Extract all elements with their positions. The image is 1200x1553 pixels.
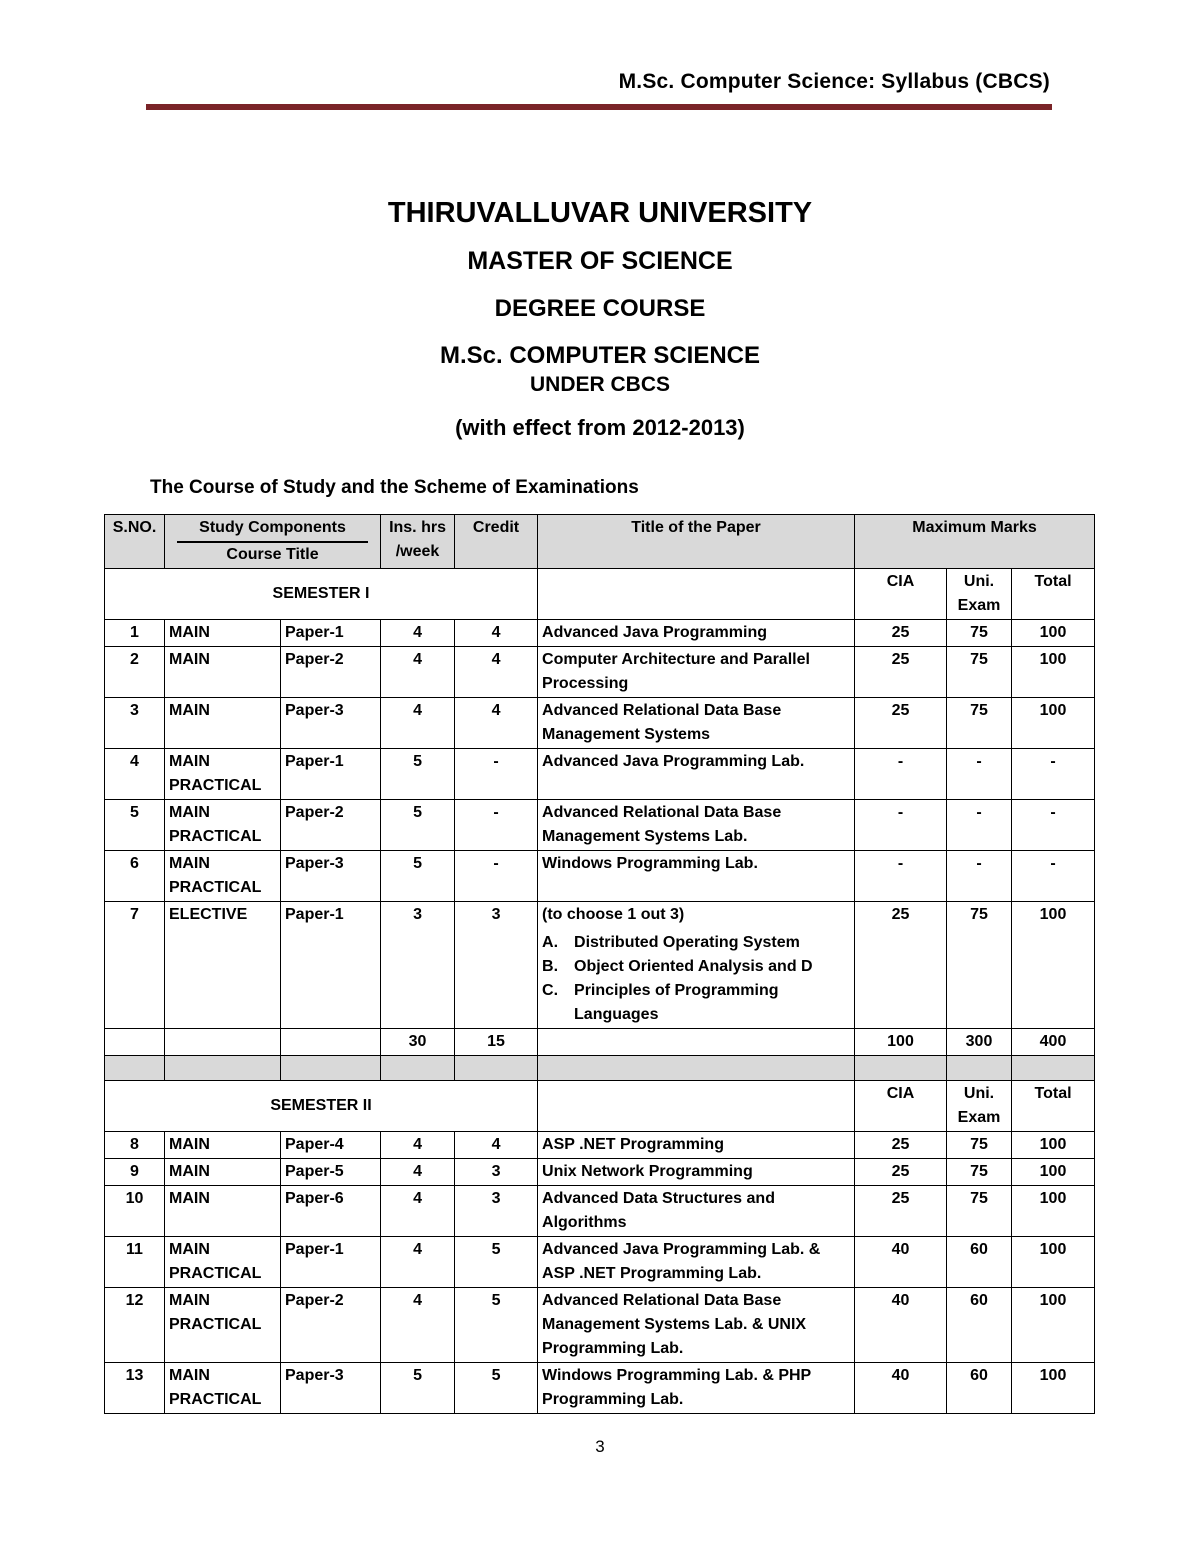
degree-title: MASTER OF SCIENCE [467, 247, 733, 275]
table-row [105, 800, 1095, 851]
blank-cell [165, 1029, 281, 1056]
component: MAIN [165, 698, 281, 749]
uni-exam-marks: 75 [947, 902, 1012, 1029]
semester-label: SEMESTER II [105, 1081, 538, 1132]
serial-number: 10 [105, 1186, 165, 1237]
component: MAIN PRACTICAL [165, 1363, 281, 1414]
page-number: 3 [595, 1437, 605, 1456]
grand-total: 400 [1012, 1029, 1095, 1056]
uni-exam-marks: 60 [947, 1363, 1012, 1414]
course-title: DEGREE COURSE [494, 295, 706, 322]
serial-number: 8 [105, 1132, 165, 1159]
blank-cell [538, 1029, 855, 1056]
paper-number: Paper-4 [281, 1132, 381, 1159]
paper-title: Advanced Java Programming Lab. [538, 749, 855, 800]
cia-marks: - [855, 851, 947, 902]
serial-number: 2 [105, 647, 165, 698]
uni-exam-marks: 75 [947, 1132, 1012, 1159]
serial-number: 5 [105, 800, 165, 851]
credit: 3 [455, 902, 538, 1029]
uni-exam-marks: 75 [947, 1159, 1012, 1186]
table-row [105, 1363, 1095, 1414]
university-title: THIRUVALLUVAR UNIVERSITY [387, 197, 813, 229]
total-marks: 100 [1012, 620, 1095, 647]
spacer-cell [281, 1056, 381, 1081]
uni-exam-header: Uni. Exam [947, 569, 1012, 620]
option-letter: C. [542, 982, 559, 999]
credit: 3 [455, 1159, 538, 1186]
blank-cell [538, 1081, 855, 1132]
uni-exam-header: Uni. Exam [947, 1081, 1012, 1132]
running-header: M.Sc. Computer Science: Syllabus (CBCS) [618, 70, 1050, 93]
credit: 4 [455, 647, 538, 698]
uni-exam-marks: 60 [947, 1288, 1012, 1363]
total-uni-exam: 300 [947, 1029, 1012, 1056]
total-marks: 100 [1012, 1186, 1095, 1237]
effect-title: (with effect from 2012-2013) [455, 415, 745, 440]
serial-number: 1 [105, 620, 165, 647]
component: ELECTIVE [165, 902, 281, 1029]
semester-header-row [105, 569, 1095, 620]
table-row [105, 1186, 1095, 1237]
credit: - [455, 851, 538, 902]
elective-instruction: (to choose 1 out 3) [542, 906, 685, 923]
component: MAIN PRACTICAL [165, 1288, 281, 1363]
uni-exam-marks: - [947, 800, 1012, 851]
spacer-cell [855, 1056, 947, 1081]
serial-number: 9 [105, 1159, 165, 1186]
cia-header: CIA [855, 1081, 947, 1132]
serial-number: 3 [105, 698, 165, 749]
semester-label: SEMESTER I [105, 569, 538, 620]
ins-hours: 4 [381, 1288, 455, 1363]
credit: 5 [455, 1237, 538, 1288]
paper-number: Paper-1 [281, 749, 381, 800]
paper-number: Paper-3 [281, 1363, 381, 1414]
paper-number: Paper-3 [281, 698, 381, 749]
spacer-cell [1012, 1056, 1095, 1081]
credit: - [455, 800, 538, 851]
paper-title: ASP .NET Programming [538, 1132, 855, 1159]
total-marks: 100 [1012, 698, 1095, 749]
cia-marks: 25 [855, 620, 947, 647]
scheme-title: UNDER CBCS [529, 373, 670, 396]
total-marks: 100 [1012, 1237, 1095, 1288]
table-row [105, 851, 1095, 902]
table-row [105, 1159, 1095, 1186]
ins-hours: 4 [381, 1186, 455, 1237]
uni-exam-marks: 60 [947, 1237, 1012, 1288]
paper-title: Computer Architecture and Parallel Processing [538, 647, 855, 698]
header-sno: S.NO. [105, 515, 165, 569]
uni-exam-marks: - [947, 851, 1012, 902]
paper-number: Paper-1 [281, 902, 381, 1029]
paper-title [538, 902, 855, 1029]
cia-header: CIA [855, 569, 947, 620]
cia-marks: 25 [855, 1159, 947, 1186]
blank-cell [281, 1029, 381, 1056]
table-row [105, 620, 1095, 647]
ins-hours: 5 [381, 851, 455, 902]
component: MAIN PRACTICAL [165, 800, 281, 851]
total-marks: - [1012, 800, 1095, 851]
total-credit: 15 [455, 1029, 538, 1056]
option-letter: A. [542, 934, 559, 951]
header-paper-title: Title of the Paper [538, 515, 855, 569]
serial-number: 7 [105, 902, 165, 1029]
serial-number: 6 [105, 851, 165, 902]
total-header: Total [1012, 569, 1095, 620]
uni-exam-marks: 75 [947, 620, 1012, 647]
table-row [105, 1237, 1095, 1288]
blank-cell [105, 1029, 165, 1056]
header-course-title: Course Title [226, 546, 319, 563]
paper-number: Paper-6 [281, 1186, 381, 1237]
total-marks: - [1012, 851, 1095, 902]
paper-number: Paper-5 [281, 1159, 381, 1186]
cia-marks: 25 [855, 1186, 947, 1237]
blank-cell [538, 569, 855, 620]
total-marks: - [1012, 749, 1095, 800]
table-header-row [105, 515, 1095, 569]
uni-exam-marks: 75 [947, 698, 1012, 749]
paper-number: Paper-2 [281, 800, 381, 851]
title-block [0, 195, 1200, 443]
list-item [542, 955, 850, 979]
header-study-components [165, 515, 381, 569]
total-marks: 100 [1012, 647, 1095, 698]
paper-title: Advanced Relational Data Base Management Systems Lab. & UNIX Programming Lab. [538, 1288, 855, 1363]
uni-exam-marks: 75 [947, 647, 1012, 698]
credit: 4 [455, 1132, 538, 1159]
component: MAIN PRACTICAL [165, 749, 281, 800]
component: MAIN [165, 620, 281, 647]
credit: 4 [455, 698, 538, 749]
program-title: M.Sc. COMPUTER SCIENCE [439, 342, 761, 369]
ins-hours: 4 [381, 1237, 455, 1288]
list-item [542, 979, 850, 1027]
credit: 5 [455, 1288, 538, 1363]
ins-hours: 5 [381, 1363, 455, 1414]
uni-exam-marks: 75 [947, 1186, 1012, 1237]
ins-hours: 5 [381, 800, 455, 851]
paper-number: Paper-2 [281, 647, 381, 698]
uni-exam-marks: - [947, 749, 1012, 800]
total-marks: 100 [1012, 902, 1095, 1029]
component: MAIN PRACTICAL [165, 851, 281, 902]
paper-number: Paper-1 [281, 620, 381, 647]
total-header: Total [1012, 1081, 1095, 1132]
ins-hours: 3 [381, 902, 455, 1029]
credit: 5 [455, 1363, 538, 1414]
serial-number: 11 [105, 1237, 165, 1288]
ins-hours: 4 [381, 647, 455, 698]
total-marks: 100 [1012, 1288, 1095, 1363]
ins-hours: 4 [381, 698, 455, 749]
paper-title: Windows Programming Lab. [538, 851, 855, 902]
table-row [105, 1288, 1095, 1363]
serial-number: 4 [105, 749, 165, 800]
option-text: Object Oriented Analysis and D [574, 958, 813, 975]
spacer-cell [165, 1056, 281, 1081]
component: MAIN PRACTICAL [165, 1237, 281, 1288]
totals-row [105, 1029, 1095, 1056]
total-cia: 100 [855, 1029, 947, 1056]
table-row [105, 647, 1095, 698]
cia-marks: 40 [855, 1237, 947, 1288]
table-row [105, 1132, 1095, 1159]
spacer-cell [538, 1056, 855, 1081]
credit: 3 [455, 1186, 538, 1237]
list-item [542, 931, 850, 955]
cia-marks: 40 [855, 1288, 947, 1363]
total-marks: 100 [1012, 1363, 1095, 1414]
ins-hours: 4 [381, 620, 455, 647]
section-title: The Course of Study and the Scheme of Examinations [150, 477, 639, 498]
option-letter: B. [542, 958, 559, 975]
paper-title: Advanced Java Programming Lab. & ASP .NET Programming Lab. [538, 1237, 855, 1288]
cia-marks: 25 [855, 1132, 947, 1159]
total-marks: 100 [1012, 1159, 1095, 1186]
ins-hours: 4 [381, 1132, 455, 1159]
cia-marks: 25 [855, 647, 947, 698]
cia-marks: - [855, 749, 947, 800]
spacer-cell [947, 1056, 1012, 1081]
header-study-components-label: Study Components [177, 516, 368, 543]
ins-hours: 5 [381, 749, 455, 800]
serial-number: 12 [105, 1288, 165, 1363]
spacer-cell [381, 1056, 455, 1081]
credit: - [455, 749, 538, 800]
option-text: Distributed Operating System [574, 934, 800, 951]
total-marks: 100 [1012, 1132, 1095, 1159]
component: MAIN [165, 647, 281, 698]
paper-title: Windows Programming Lab. & PHP Programming Lab. [538, 1363, 855, 1414]
table-row [105, 902, 1095, 1029]
elective-options [542, 931, 850, 1027]
scheme-table [104, 514, 1095, 1414]
paper-number: Paper-1 [281, 1237, 381, 1288]
paper-title: Advanced Java Programming [538, 620, 855, 647]
cia-marks: 25 [855, 698, 947, 749]
component: MAIN [165, 1159, 281, 1186]
option-text: Principles of Programming Languages [574, 982, 779, 1023]
cia-marks: 25 [855, 902, 947, 1029]
paper-number: Paper-2 [281, 1288, 381, 1363]
paper-title: Unix Network Programming [538, 1159, 855, 1186]
paper-title: Advanced Data Structures and Algorithms [538, 1186, 855, 1237]
cia-marks: 40 [855, 1363, 947, 1414]
component: MAIN [165, 1186, 281, 1237]
table-row [105, 749, 1095, 800]
component: MAIN [165, 1132, 281, 1159]
credit: 4 [455, 620, 538, 647]
total-ins-hours: 30 [381, 1029, 455, 1056]
table-row [105, 698, 1095, 749]
spacer-row [105, 1056, 1095, 1081]
header-max-marks: Maximum Marks [855, 515, 1095, 569]
cia-marks: - [855, 800, 947, 851]
paper-title: Advanced Relational Data Base Management Systems Lab. [538, 800, 855, 851]
serial-number: 13 [105, 1363, 165, 1414]
ins-hours: 4 [381, 1159, 455, 1186]
semester-header-row [105, 1081, 1095, 1132]
paper-title: Advanced Relational Data Base Management Systems [538, 698, 855, 749]
header-credit: Credit [455, 515, 538, 569]
header-ins-hrs: Ins. hrs /week [381, 515, 455, 569]
spacer-cell [455, 1056, 538, 1081]
paper-number: Paper-3 [281, 851, 381, 902]
spacer-cell [105, 1056, 165, 1081]
header-rule [146, 104, 1052, 110]
